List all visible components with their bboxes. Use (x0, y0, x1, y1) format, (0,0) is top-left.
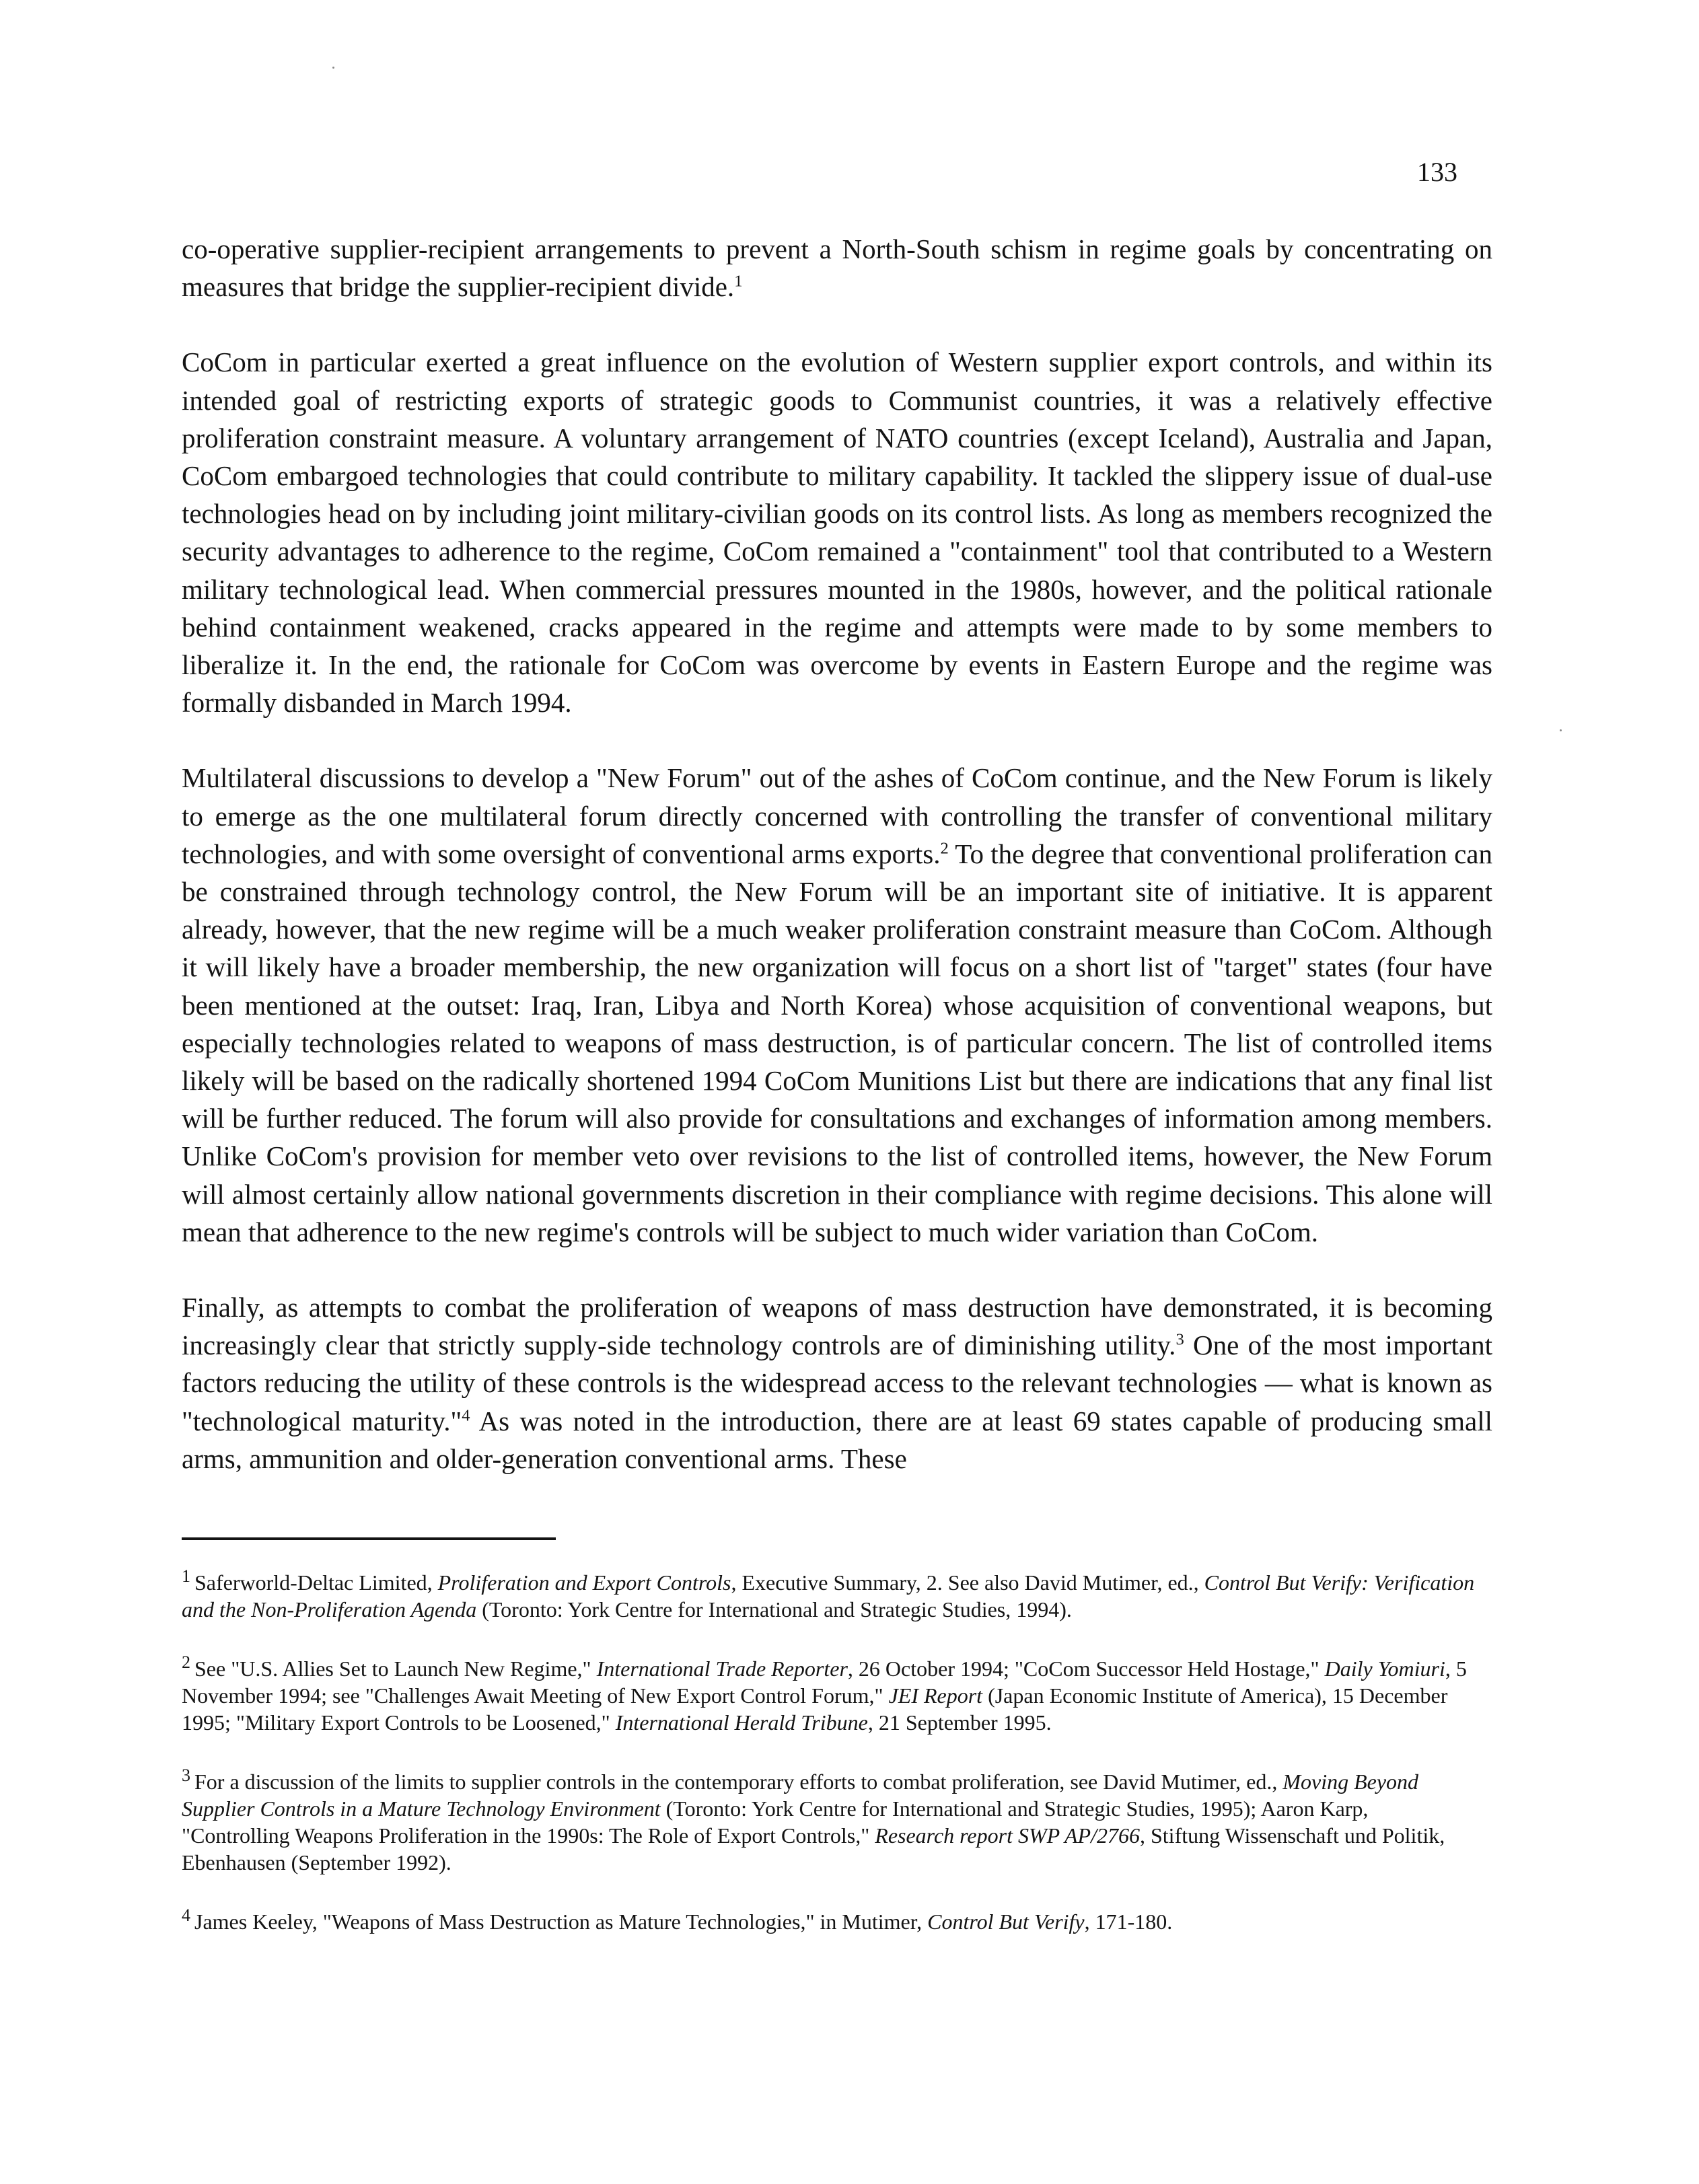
paragraph-4: Finally, as attempts to combat the proliferation of weapons of mass destruction have demonstrated, it is becoming increasingly clear that strictly supply-side technology controls are of diminishing utility.$^3$ One of the most important factors reducing the utility of these controls is the widespread access to the relevant technologies — what is known as "technological maturity."$^4$ As was noted in the introduction, there are at least 69 states capable of producing small arms, ammunition and older-generation conventional arms. These (182, 1292, 1492, 1474)
footnote-ref-1[interactable]: 1 (734, 272, 743, 291)
footnote-title: Research report SWP AP/2766 (875, 1823, 1140, 1848)
footnote-ref-3[interactable]: 3 (1176, 1330, 1184, 1349)
footnote-title: Control But Verify (927, 1909, 1085, 1934)
paragraph-3: Multilateral discussions to develop a "New Forum" out of the ashes of CoCom continue, and the New Forum is likely to emerge as the one multilateral forum directly concerned with controlling the transfer of conventional military technologies, and with some oversight of conventional arms exports.$^2$ To the degree that conventional proliferation can be constrained through technology control, the New Forum will be an important site of initiative. It is apparent already, however, that the new regime will be a much weaker proliferation constraint measure than CoCom. Although it will likely have a broader membership, the new organization will focus on a short list of "target" states (four have been mentioned at the outset: Iraq, Iran, Libya and North Korea) whose acquisition of conventional weapons, but especially technologies related to weapons of mass destruction, is of particular concern. The list of controlled items likely will be based on the radically shortened 1994 CoCom Munitions List but there are indications that any final list will be further reduced. The forum will also provide for consultations and exchanges of information among members. Unlike CoCom's provision for member veto over revisions to the list of controlled items, however, the New Forum will almost certainly allow national governments discretion in their compliance with regime decisions. This alone will mean that adherence to the new regime's controls will be subject to much wider variation than CoCom. (182, 762, 1492, 1247)
footnotes (182, 1566, 1480, 1967)
footnote-separator-rule (182, 1537, 556, 1540)
footnote-text: , 5 November 1994; see "Challenges Await Meeting of New Export Control Forum," (182, 1657, 1467, 1708)
footnote-text: (Toronto: York Centre for International and Strategic Studies, 1994). (476, 1597, 1072, 1622)
footnote-4 (182, 1905, 1480, 1935)
footnote-2 (182, 1652, 1480, 1736)
footnote-mark: 4 (182, 1905, 190, 1926)
footnote-text: , 171-180. (1084, 1909, 1173, 1934)
footnote-ref-4[interactable]: 4 (462, 1406, 470, 1425)
footnote-3 (182, 1768, 1480, 1876)
footnote-1 (182, 1566, 1480, 1623)
footnote-mark: 1 (182, 1566, 190, 1587)
footnote-mark: 2 (182, 1652, 190, 1673)
footnote-title: Proliferation and Export Controls (437, 1570, 731, 1595)
footnote-title: JEI Report (888, 1683, 983, 1708)
footnote-text: James Keeley, "Weapons of Mass Destruction as Mature Technologies," in Mutimer, (194, 1909, 928, 1934)
footnote-text: (Japan Economic Institute of America), 15 December 1995; "Military Export Controls to be Loosened," (182, 1683, 1448, 1735)
footnote-title: International Herald Tribune (615, 1710, 868, 1735)
footnote-text: , Stiftung Wissenschaft und Politik, Ebenhausen (September 1992). (182, 1823, 1445, 1874)
footnote-title: International Trade Reporter (596, 1657, 848, 1681)
paragraph-1: co-operative supplier-recipient arrangements to prevent a North-South schism in regime goals by concentrating on measures that bridge the supplier-recipient divide.$^1$ (182, 233, 1492, 303)
scan-speck (1560, 729, 1562, 731)
paragraph-2: CoCom in particular exerted a great influence on the evolution of Western supplier export controls, and within its intended goal of restricting exports of strategic goods to Communist countries, it was a relatively effective proliferation constraint measure. A voluntary arrangement of NATO countries (except Iceland), Australia and Japan, CoCom embargoed technologies that could contribute to military capability. It tackled the slippery issue of dual-use technologies head on by including joint military-civilian goods on its control lists. As long as members recognized the security advantages to adherence to the regime, CoCom remained a "containment" tool that contributed to a Western military technological lead. When commercial pressures mounted in the 1980s, however, and the political rationale behind containment weakened, cracks appeared in the regime and attempts were made to by some members to liberalize it. In the end, the rationale for CoCom was overcome by events in Eastern Europe and the regime was formally disbanded in March 1994. (182, 347, 1492, 719)
page-number: 133 (1417, 157, 1457, 187)
footnote-title: Daily Yomiuri (1324, 1657, 1445, 1681)
footnote-ref-2[interactable]: 2 (940, 839, 949, 858)
footnote-text: For a discussion of the limits to supplier controls in the contemporary efforts to combat proliferation, see David Mutimer, ed., (194, 1770, 1283, 1794)
footnote-title: Moving Beyond Supplier Controls in a Mature Technology Environment (182, 1770, 1419, 1821)
footnote-mark: 3 (182, 1766, 190, 1786)
footnote-text: , 21 September 1995. (867, 1710, 1052, 1735)
footnote-text: , 26 October 1994; "CoCom Successor Held Hostage," (847, 1657, 1325, 1681)
footnote-text: See "U.S. Allies Set to Launch New Regime," (194, 1657, 597, 1681)
footnote-text: , Executive Summary, 2. See also David Mutimer, ed., (731, 1570, 1204, 1595)
footnote-text: (Toronto: York Centre for International and Strategic Studies, 1995); Aaron Karp, "Controlling Weapons Proliferation in the 1990s: The Role of Export Controls," (182, 1796, 1369, 1848)
footnote-title: Control But Verify: Verification and the Non-Proliferation Agenda (182, 1570, 1475, 1622)
body-text (182, 230, 1492, 1515)
footnote-text: Saferworld-Deltac Limited, (194, 1570, 438, 1595)
scan-speck (332, 67, 334, 69)
